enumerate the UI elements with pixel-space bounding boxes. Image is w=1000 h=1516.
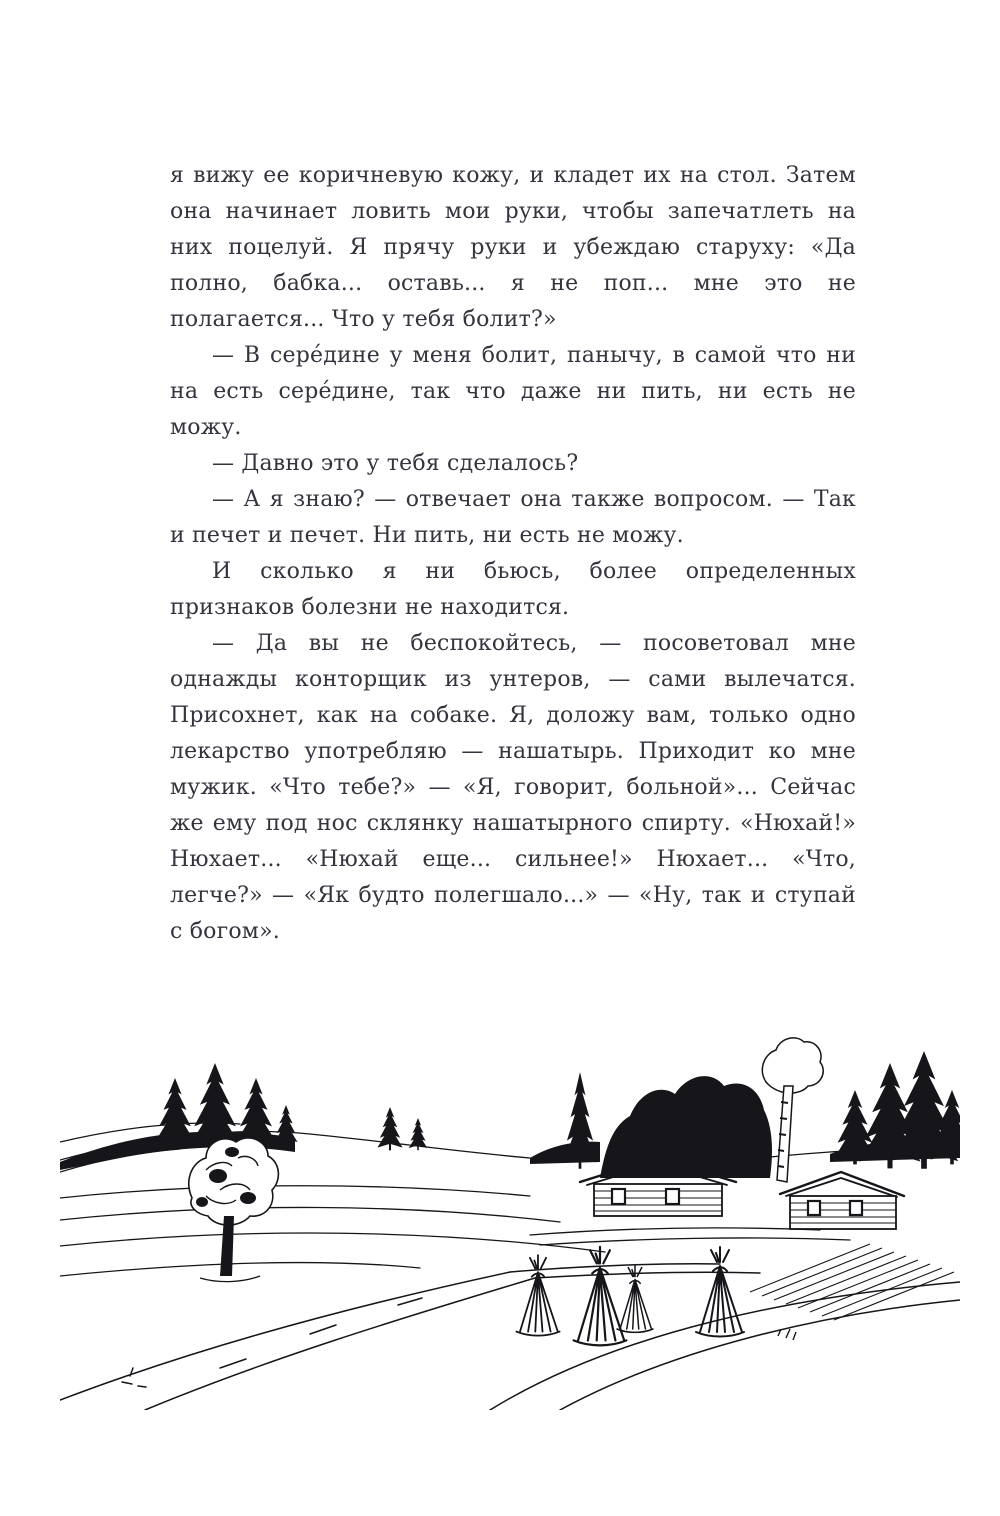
paragraph: И сколько я ни бьюсь, более определенных признаков болезни не находится. bbox=[170, 559, 856, 620]
sheaves bbox=[516, 1247, 796, 1345]
paragraph: я вижу ее коричневую кожу, и кладет их на стол. Затем она начинает ловить мои руки, чтобы запечатлеть на них поцелуй. Я прячу руки и убеждаю старуху: «Да полно, бабка... оставь... я не поп... мне это не полагается... Что у тебя болит?» bbox=[170, 163, 856, 332]
fir-trees bbox=[60, 1051, 960, 1178]
deciduous-tree bbox=[189, 1138, 279, 1282]
paragraph: — А я знаю? — отвечает она также вопросом. — Так и печет и печет. Ни пить, ни есть не можу. bbox=[170, 487, 856, 548]
landscape-illustration bbox=[60, 1030, 960, 1410]
house-2 bbox=[780, 1172, 904, 1229]
paragraph: — Давно это у тебя сделалось? bbox=[212, 451, 579, 476]
road bbox=[60, 1264, 960, 1410]
field-hatching bbox=[750, 1244, 954, 1320]
illustration-svg bbox=[60, 1030, 960, 1410]
text-block bbox=[170, 158, 856, 950]
paragraph: — В сере́дине у меня болит, панычу, в самой что ни на есть сере́дине, так что даже ни пить, ни есть не можу. bbox=[170, 343, 856, 440]
paragraph: — Да вы не беспокойтесь, — посоветовал мне однажды конторщик из унтеров, — сами вылечатся. Присохнет, как на собаке. Я, доложу вам, только одно лекарство употребляю — нашатырь. Приходит ко мне мужик. «Что тебе?» — «Я, говорит, больной»... Сейчас же ему под нос склянку нашатырного спирту. «Нюхай!» Нюхает... «Нюхай еще... сильнее!» Нюхает... «Что, легче?» — «Як будто полегшало...» — «Ну, так и ступай с богом». bbox=[170, 631, 856, 944]
